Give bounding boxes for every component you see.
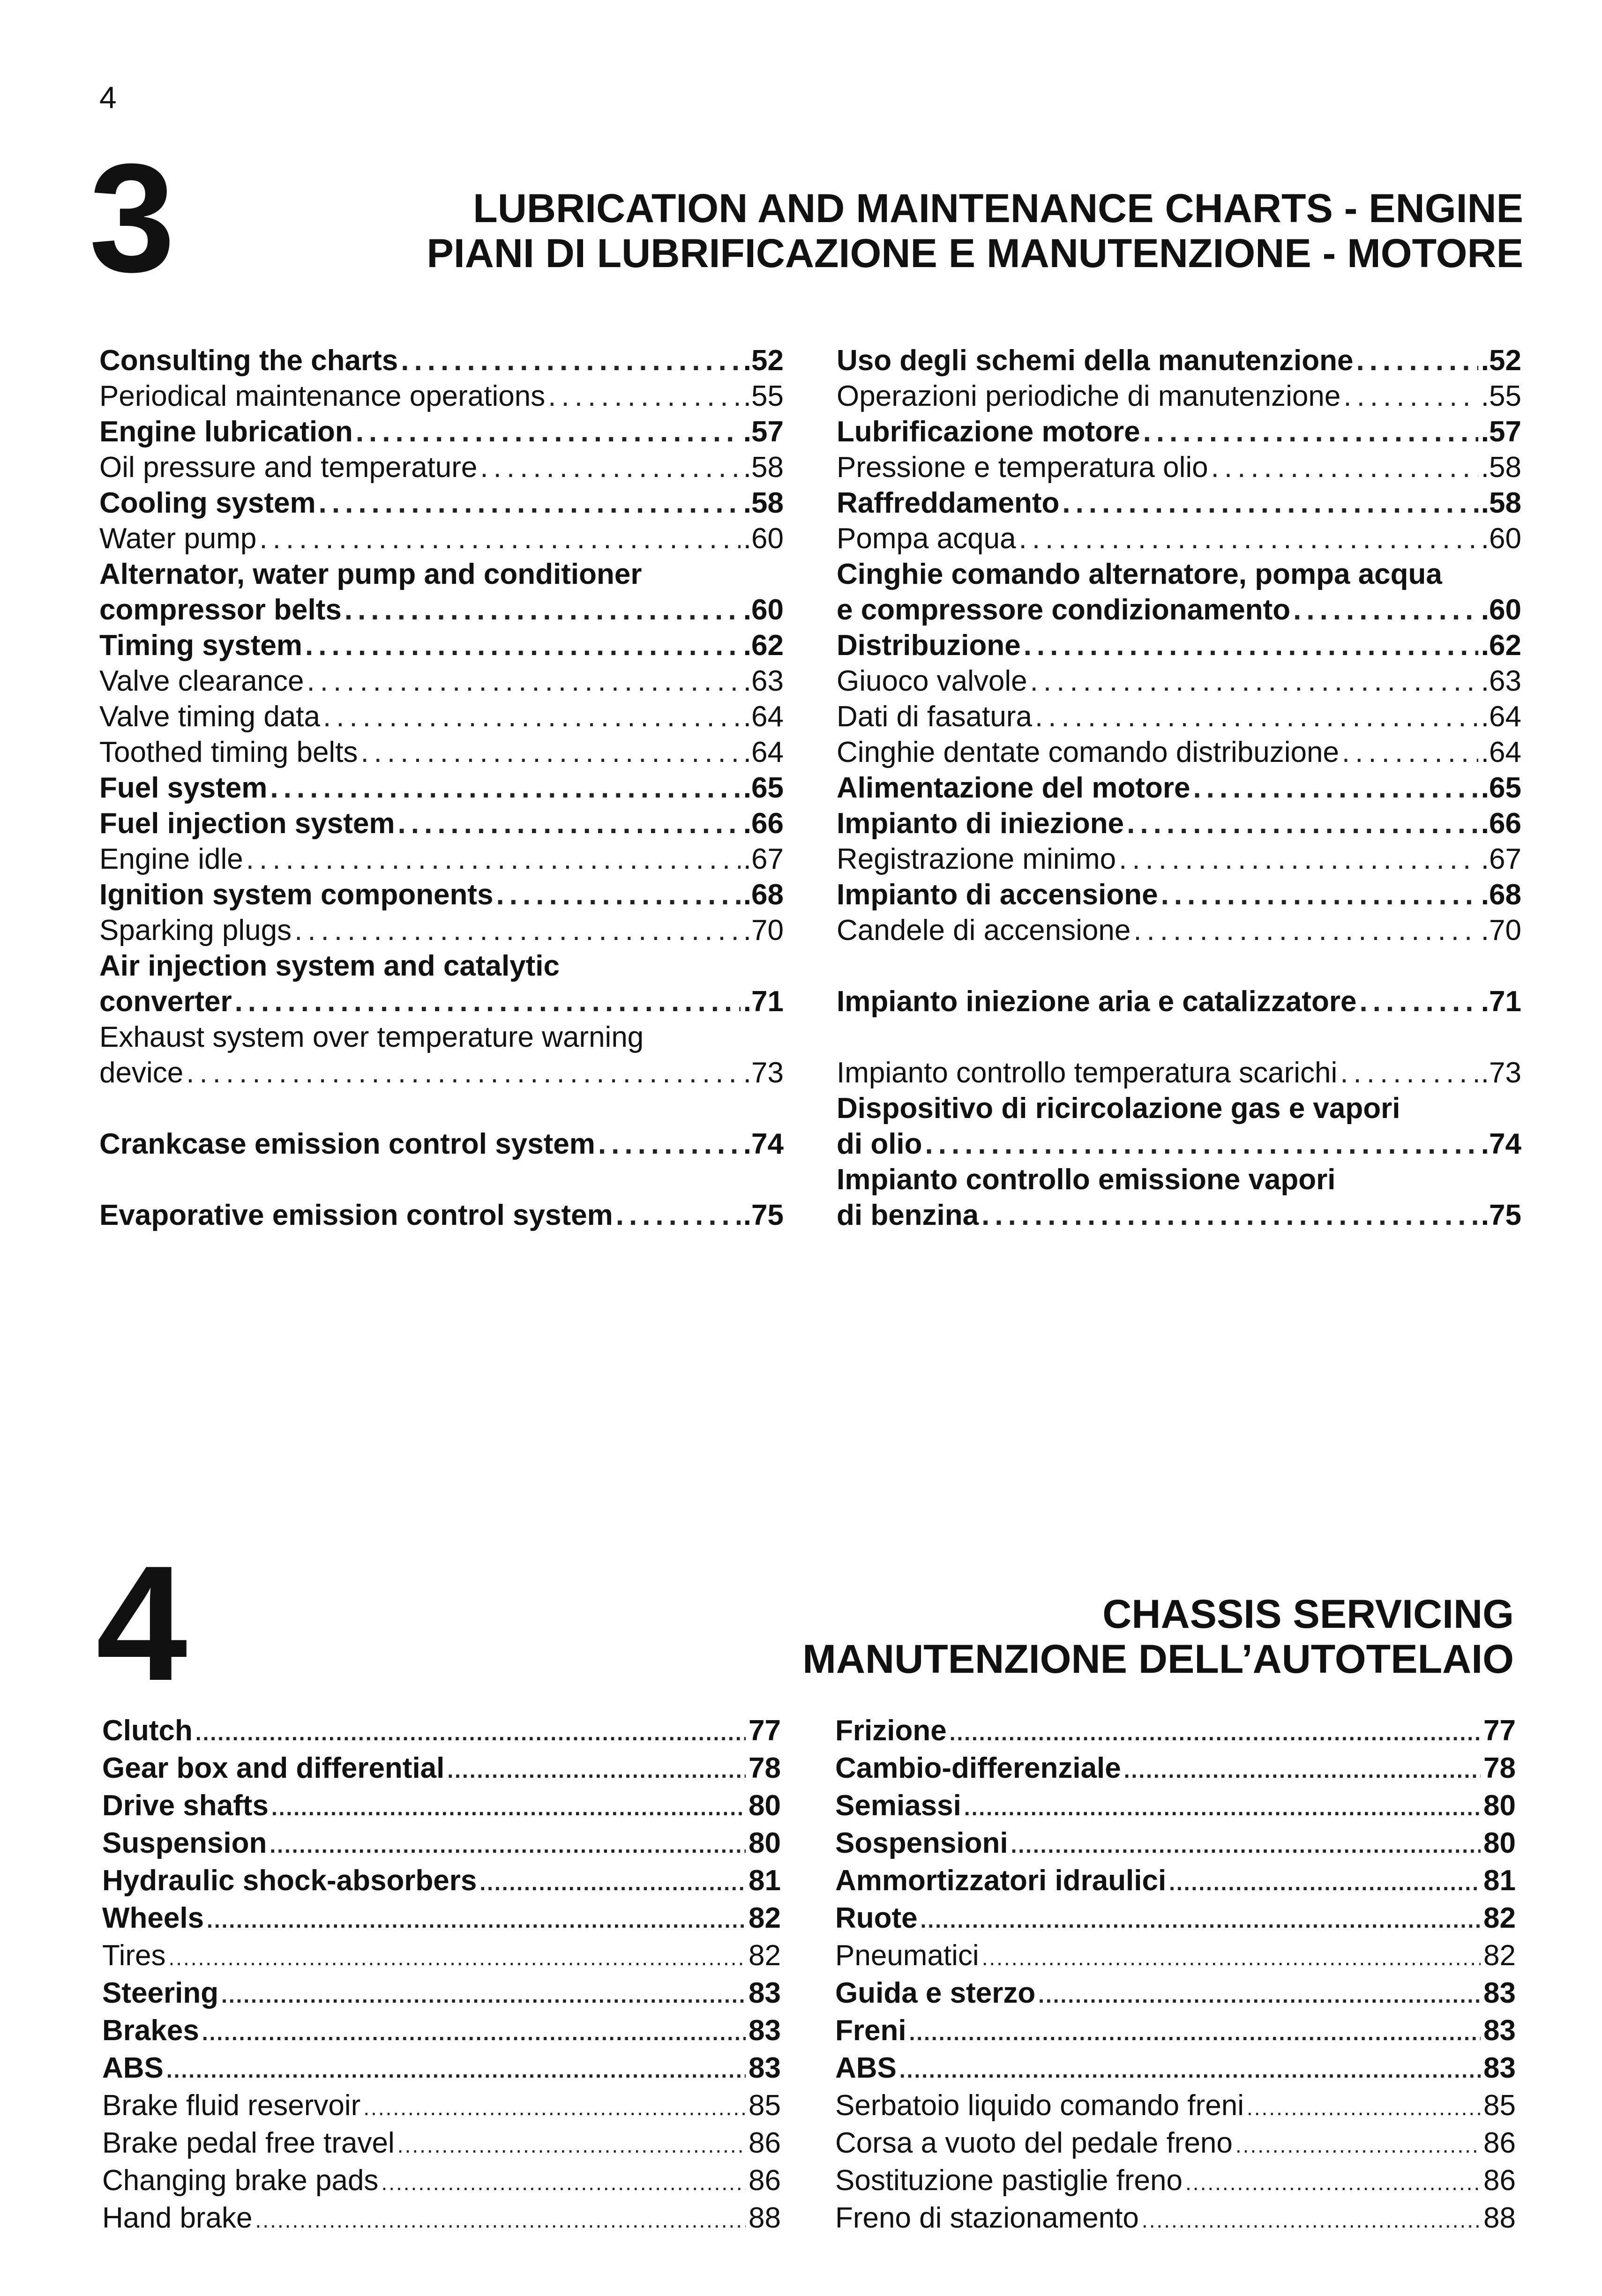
dot-leader xyxy=(344,592,741,628)
toc-entry-label: Registrazione minimo xyxy=(837,843,1116,875)
dot-leader xyxy=(496,877,741,913)
toc-entry[interactable] xyxy=(99,1055,784,1091)
toc-entry-page: 86 xyxy=(1483,2127,1516,2159)
toc-entry-page: .75 xyxy=(743,1199,784,1231)
toc-entry-page: .57 xyxy=(1481,416,1521,448)
dot-leader xyxy=(202,2015,746,2050)
toc-entry-page: .71 xyxy=(1481,985,1521,1018)
dot-leader xyxy=(1247,2090,1481,2125)
toc-entry[interactable] xyxy=(837,913,1521,948)
dot-leader xyxy=(1161,877,1478,913)
section-4-title xyxy=(802,1592,1514,1682)
dot-leader xyxy=(1124,1752,1481,1788)
dot-leader xyxy=(356,414,741,450)
toc-entry-label: Valve timing data xyxy=(99,701,320,733)
toc-entry[interactable] xyxy=(99,450,784,485)
toc-entry[interactable] xyxy=(99,699,784,735)
dot-leader xyxy=(255,2202,746,2238)
toc-entry[interactable] xyxy=(835,1826,1516,1863)
dot-leader xyxy=(305,628,741,663)
toc-entry-label: Hand brake xyxy=(102,2202,253,2234)
toc-entry-page: 83 xyxy=(749,1977,781,2009)
toc-entry-page: 86 xyxy=(1483,2164,1516,2197)
toc-entry-page: .62 xyxy=(1481,629,1521,662)
toc-entry-label: Sparking plugs xyxy=(99,914,292,947)
toc-entry[interactable] xyxy=(99,379,784,414)
toc-entry-page: 83 xyxy=(1483,2014,1516,2047)
toc-entry-page: .64 xyxy=(743,701,784,733)
toc-entry-page: .74 xyxy=(743,1128,784,1160)
toc-entry[interactable] xyxy=(102,2125,781,2163)
toc-entry[interactable] xyxy=(837,414,1521,450)
toc-entry[interactable] xyxy=(835,1863,1516,1901)
toc-entry-page: .58 xyxy=(1481,451,1521,484)
toc-entry[interactable] xyxy=(837,806,1521,842)
dot-leader xyxy=(1185,2165,1481,2200)
dot-leader xyxy=(899,2052,1481,2088)
dot-leader xyxy=(1062,485,1478,521)
toc-entry-label: ABS xyxy=(102,2052,164,2084)
dot-leader xyxy=(1235,2127,1481,2163)
toc-entry-label: ABS xyxy=(835,2052,897,2084)
dot-leader xyxy=(1024,628,1478,663)
dot-leader xyxy=(235,984,741,1020)
dot-leader xyxy=(319,485,741,521)
dot-leader xyxy=(1193,770,1478,806)
toc-entry-page: 85 xyxy=(749,2089,781,2122)
toc-entry[interactable] xyxy=(99,414,784,450)
toc-entry-label: Uso degli schemi della manutenzione xyxy=(837,344,1354,377)
dot-leader xyxy=(186,1055,741,1091)
toc-entry[interactable] xyxy=(835,2013,1516,2050)
toc-entry-label: Clutch xyxy=(102,1715,193,1747)
toc-entry[interactable] xyxy=(837,699,1521,735)
toc-entry-page: .70 xyxy=(743,914,784,947)
toc-entry-page: .52 xyxy=(1481,344,1521,377)
toc-entry-label: Dati di fasatura xyxy=(837,701,1032,733)
toc-entry-page: .57 xyxy=(743,416,784,448)
toc-entry[interactable] xyxy=(99,343,784,379)
toc-entry-page: .68 xyxy=(743,879,784,911)
toc-entry-page: .62 xyxy=(743,629,784,662)
toc-entry-page: 80 xyxy=(1483,1789,1516,1822)
toc-entry-label: Toothed timing belts xyxy=(99,736,358,768)
toc-entry-page: .65 xyxy=(1481,772,1521,804)
dot-leader xyxy=(195,1715,746,1751)
toc-entry-label: Engine idle xyxy=(99,843,243,875)
dot-leader xyxy=(909,2015,1481,2050)
dot-leader xyxy=(1030,663,1478,699)
section-4-title-en: CHASSIS SERVICING xyxy=(1102,1592,1514,1637)
toc-entry[interactable] xyxy=(837,984,1521,1020)
dot-leader xyxy=(271,1790,746,1826)
toc-entry-page: .64 xyxy=(1481,736,1521,768)
toc-entry-page: .60 xyxy=(743,594,784,626)
dot-leader xyxy=(397,2127,746,2163)
toc-entry-page: 80 xyxy=(749,1789,781,1822)
dot-leader xyxy=(616,1198,741,1233)
toc-entry-label: Cooling system xyxy=(99,487,316,519)
toc-entry-label: Water pump xyxy=(99,522,257,555)
toc-entry[interactable] xyxy=(837,663,1521,699)
toc-entry-label: Crankcase emission control system xyxy=(99,1128,595,1160)
toc-entry-label: Freni xyxy=(835,2014,906,2047)
toc-entry-line1: Impianto controllo emissione vapori xyxy=(837,1163,1336,1196)
toc-entry-line1: Exhaust system over temperature warning xyxy=(99,1021,644,1053)
dot-leader xyxy=(221,1977,746,2013)
toc-entry[interactable] xyxy=(837,521,1521,557)
dot-leader xyxy=(950,1715,1481,1751)
toc-entry[interactable] xyxy=(99,770,784,806)
toc-entry-label: e compressore condizionamento xyxy=(837,594,1291,626)
dot-leader xyxy=(269,1827,746,1863)
toc-entry-page: .71 xyxy=(743,985,784,1018)
toc-entry-label: Pompa acqua xyxy=(837,522,1016,555)
toc-entry[interactable] xyxy=(102,2200,781,2238)
toc-entry[interactable] xyxy=(835,1788,1516,1826)
toc-entry[interactable] xyxy=(102,2163,781,2200)
dot-leader xyxy=(398,806,741,842)
toc-entry-label: Cinghie dentate comando distribuzione xyxy=(837,736,1339,768)
toc-entry[interactable] xyxy=(99,913,784,948)
toc-entry[interactable] xyxy=(837,592,1521,628)
section-3-toc-it xyxy=(837,343,1521,1233)
toc-entry-page: .73 xyxy=(743,1057,784,1089)
toc-entry-label: Ruote xyxy=(835,1902,918,1934)
toc-entry-page: 81 xyxy=(1483,1864,1516,1897)
toc-entry[interactable] xyxy=(99,984,784,1020)
toc-entry-page: .67 xyxy=(1481,843,1521,875)
toc-entry[interactable] xyxy=(99,1126,784,1162)
toc-entry-label: Lubrificazione motore xyxy=(837,416,1140,448)
dot-leader xyxy=(1293,592,1478,628)
dot-leader xyxy=(360,735,740,770)
toc-entry[interactable] xyxy=(835,1901,1516,1938)
toc-entry-label: Pressione e temperatura olio xyxy=(837,451,1208,484)
toc-entry[interactable] xyxy=(102,1975,781,2013)
toc-entry-page: 77 xyxy=(749,1715,781,1747)
toc-entry-label: Serbatoio liquido comando freni xyxy=(835,2089,1244,2122)
toc-entry-page: 78 xyxy=(1483,1752,1516,1784)
toc-entry-label: Drive shafts xyxy=(102,1789,269,1822)
toc-entry-label: Ignition system components xyxy=(99,879,494,911)
toc-entry-label: Oil pressure and temperature xyxy=(99,451,478,484)
section-4-number: 4 xyxy=(96,1532,187,1715)
toc-entry-page: .58 xyxy=(1481,487,1521,519)
toc-entry[interactable] xyxy=(99,1198,784,1233)
toc-entry-label: Gear box and differential xyxy=(102,1752,445,1784)
toc-entry[interactable] xyxy=(835,1713,1516,1751)
toc-entry[interactable] xyxy=(837,1126,1521,1162)
toc-entry-page: .66 xyxy=(1481,807,1521,840)
toc-entry-page: 83 xyxy=(749,2052,781,2084)
dot-leader xyxy=(259,521,740,557)
page-number: 4 xyxy=(99,80,117,115)
dot-leader xyxy=(270,770,740,806)
toc-entry-label: Ammortizzatori idraulici xyxy=(835,1864,1167,1897)
dot-leader xyxy=(1011,1827,1481,1863)
toc-entry[interactable] xyxy=(102,1826,781,1863)
toc-entry-page: 83 xyxy=(749,2014,781,2047)
toc-entry-label: Distribuzione xyxy=(837,629,1021,662)
toc-entry-page: .60 xyxy=(743,522,784,555)
toc-entry-label: Freno di stazionamento xyxy=(835,2202,1139,2234)
dot-leader xyxy=(207,1902,746,1938)
toc-entry-page: 83 xyxy=(1483,1977,1516,2009)
dot-leader xyxy=(598,1126,741,1162)
toc-entry[interactable] xyxy=(837,1055,1521,1091)
dot-leader xyxy=(1343,379,1478,414)
toc-entry-label: Suspension xyxy=(102,1827,267,1859)
toc-entry-label: Corsa a vuoto del pedale freno xyxy=(835,2127,1233,2159)
toc-entry-page: .52 xyxy=(743,344,784,377)
toc-entry[interactable] xyxy=(102,1863,781,1901)
toc-entry-line1: Cinghie comando alternatore, pompa acqua xyxy=(837,558,1442,590)
toc-entry[interactable] xyxy=(837,450,1521,485)
toc-entry[interactable] xyxy=(835,1938,1516,1975)
dot-leader xyxy=(363,2090,746,2125)
toc-entry[interactable] xyxy=(835,2050,1516,2088)
toc-entry-label: converter xyxy=(99,985,232,1018)
dot-leader xyxy=(294,913,741,948)
dot-leader xyxy=(982,1940,1481,1975)
toc-entry[interactable] xyxy=(102,1788,781,1826)
toc-entry[interactable] xyxy=(99,735,784,770)
toc-entry-page: .64 xyxy=(743,736,784,768)
toc-entry-page: .67 xyxy=(743,843,784,875)
toc-entry-label: Periodical maintenance operations xyxy=(99,380,546,412)
toc-entry-page: 80 xyxy=(1483,1827,1516,1859)
toc-entry-label: Fuel system xyxy=(99,772,268,804)
toc-entry-page: .58 xyxy=(743,451,784,484)
toc-entry-label: Raffreddamento xyxy=(837,487,1060,519)
dot-leader xyxy=(1340,1055,1478,1091)
toc-entry[interactable] xyxy=(837,877,1521,913)
toc-entry[interactable] xyxy=(102,2088,781,2125)
toc-entry-page: .63 xyxy=(743,665,784,697)
toc-entry-page: .60 xyxy=(1481,522,1521,555)
toc-entry-page: .64 xyxy=(1481,701,1521,733)
toc-entry-page: 85 xyxy=(1483,2089,1516,2122)
dot-leader xyxy=(1211,450,1478,485)
dot-leader xyxy=(1169,1865,1481,1901)
toc-entry-line1: Dispositivo di ricircolazione gas e vapori xyxy=(837,1092,1400,1125)
toc-entry-page: .60 xyxy=(1481,594,1521,626)
toc-entry-page: 80 xyxy=(749,1827,781,1859)
dot-leader xyxy=(307,663,741,699)
toc-entry-page: .75 xyxy=(1481,1199,1521,1231)
section-3-title-en: LUBRICATION AND MAINTENANCE CHARTS - ENGINE xyxy=(473,186,1523,231)
toc-entry-label: compressor belts xyxy=(99,594,342,626)
toc-entry-label: Candele di accensione xyxy=(837,914,1131,947)
dot-leader xyxy=(1019,521,1478,557)
toc-entry-label: Brakes xyxy=(102,2014,199,2047)
toc-entry-page: 88 xyxy=(1483,2202,1516,2234)
toc-entry-label: device xyxy=(99,1057,184,1089)
toc-entry[interactable] xyxy=(99,663,784,699)
toc-entry-label: di olio xyxy=(837,1128,922,1160)
toc-entry-page: .58 xyxy=(743,487,784,519)
toc-entry-label: Operazioni periodiche di manutenzione xyxy=(837,380,1341,412)
toc-entry-label: Impianto di accensione xyxy=(837,879,1158,911)
toc-entry-label: Frizione xyxy=(835,1715,947,1747)
toc-entry-line1: Air injection system and catalytic xyxy=(99,950,560,982)
toc-entry[interactable] xyxy=(835,1975,1516,2013)
toc-entry[interactable] xyxy=(837,770,1521,806)
section-4-toc-it xyxy=(835,1713,1516,2238)
dot-leader xyxy=(447,1752,746,1788)
dot-leader xyxy=(921,1902,1481,1938)
dot-leader xyxy=(166,2052,746,2088)
toc-entry[interactable] xyxy=(837,628,1521,663)
section-3-number: 3 xyxy=(89,131,175,304)
toc-entry-label: Brake pedal free travel xyxy=(102,2127,395,2159)
toc-entry-page: 78 xyxy=(749,1752,781,1784)
toc-entry[interactable] xyxy=(102,2050,781,2088)
dot-leader xyxy=(1038,1977,1481,2013)
toc-entry[interactable] xyxy=(835,2200,1516,2238)
dot-leader xyxy=(381,2165,746,2200)
dot-leader xyxy=(246,842,741,877)
toc-entry-label: Giuoco valvole xyxy=(837,665,1027,697)
toc-entry[interactable] xyxy=(102,1901,781,1938)
toc-entry[interactable] xyxy=(102,1938,781,1975)
dot-leader xyxy=(1359,984,1478,1020)
toc-entry-page: .70 xyxy=(1481,914,1521,947)
toc-entry-label: Timing system xyxy=(99,629,303,662)
section-3-title xyxy=(427,186,1523,276)
toc-entry-label: Fuel injection system xyxy=(99,807,395,840)
section-4-toc-en xyxy=(102,1713,781,2238)
toc-entry-label: Impianto controllo temperatura scarichi xyxy=(837,1057,1338,1089)
dot-leader xyxy=(480,450,740,485)
dot-leader xyxy=(479,1865,746,1901)
dot-leader xyxy=(1127,806,1478,842)
toc-entry-label: Guida e sterzo xyxy=(835,1977,1036,2009)
toc-entry-page: .66 xyxy=(743,807,784,840)
toc-entry-page: .65 xyxy=(743,772,784,804)
toc-entry-page: 86 xyxy=(749,2127,781,2159)
toc-entry-label: Valve clearance xyxy=(99,665,304,697)
toc-entry-page: .74 xyxy=(1481,1128,1521,1160)
toc-entry[interactable] xyxy=(102,2013,781,2050)
toc-entry[interactable] xyxy=(99,806,784,842)
toc-entry[interactable] xyxy=(835,2163,1516,2200)
toc-entry-page: 83 xyxy=(1483,2052,1516,2084)
toc-entry-page: .63 xyxy=(1481,665,1521,697)
section-3-title-it: PIANI DI LUBRIFICAZIONE E MANUTENZIONE - MOTORE xyxy=(427,231,1523,276)
toc-entry[interactable] xyxy=(102,1713,781,1751)
dot-leader xyxy=(925,1126,1478,1162)
toc-entry[interactable] xyxy=(99,521,784,557)
toc-entry-label: Hydraulic shock-absorbers xyxy=(102,1864,477,1897)
dot-leader xyxy=(323,699,741,735)
dot-leader xyxy=(1142,2202,1481,2238)
section-3-toc-en xyxy=(99,343,784,1233)
toc-entry-page: 82 xyxy=(1483,1902,1516,1934)
toc-entry[interactable] xyxy=(837,842,1521,877)
toc-entry-label: Sostituzione pastiglie freno xyxy=(835,2164,1183,2197)
dot-leader xyxy=(1133,913,1478,948)
toc-entry-label: Alimentazione del motore xyxy=(837,772,1190,804)
dot-leader xyxy=(1119,842,1478,877)
toc-entry[interactable] xyxy=(99,877,784,913)
toc-entry-page: .68 xyxy=(1481,879,1521,911)
toc-entry-label: Sospensioni xyxy=(835,1827,1008,1859)
toc-entry-page: 86 xyxy=(749,2164,781,2197)
dot-leader xyxy=(964,1790,1481,1826)
toc-entry-page: .55 xyxy=(743,380,784,412)
toc-entry-label: Brake fluid reservoir xyxy=(102,2089,361,2122)
dot-leader xyxy=(1356,343,1478,379)
toc-entry-label: Wheels xyxy=(102,1902,204,1934)
toc-entry-label: Evaporative emission control system xyxy=(99,1199,613,1231)
toc-entry[interactable] xyxy=(837,1198,1521,1233)
toc-entry[interactable] xyxy=(837,343,1521,379)
toc-entry[interactable] xyxy=(99,628,784,663)
toc-entry[interactable] xyxy=(835,2125,1516,2163)
toc-entry[interactable] xyxy=(837,735,1521,770)
toc-entry-label: Cambio-differenziale xyxy=(835,1752,1121,1784)
dot-leader xyxy=(1342,735,1478,770)
toc-entry[interactable] xyxy=(837,485,1521,521)
toc-entry-page: .73 xyxy=(1481,1057,1521,1089)
dot-leader xyxy=(168,1940,746,1975)
section-4-title-it: MANUTENZIONE DELL’AUTOTELAIO xyxy=(802,1637,1514,1682)
dot-leader xyxy=(548,379,741,414)
toc-entry-label: Consulting the charts xyxy=(99,344,398,377)
toc-entry[interactable] xyxy=(99,485,784,521)
toc-entry[interactable] xyxy=(102,1751,781,1788)
dot-leader xyxy=(1035,699,1478,735)
toc-entry-label: Changing brake pads xyxy=(102,2164,379,2197)
toc-entry-label: Steering xyxy=(102,1977,219,2009)
toc-entry-page: 82 xyxy=(1483,1939,1516,1972)
toc-entry-label: Pneumatici xyxy=(835,1939,979,1972)
toc-entry-page: .55 xyxy=(1481,380,1521,412)
toc-entry-label: Tires xyxy=(102,1939,166,1972)
toc-entry-page: 88 xyxy=(749,2202,781,2234)
toc-entry[interactable] xyxy=(835,2088,1516,2125)
toc-entry-page: 82 xyxy=(749,1939,781,1972)
toc-entry-label: Impianto iniezione aria e catalizzatore xyxy=(837,985,1357,1018)
toc-entry-label: Impianto di iniezione xyxy=(837,807,1124,840)
toc-entry[interactable] xyxy=(99,842,784,877)
toc-entry-line1: Alternator, water pump and conditioner xyxy=(99,558,642,590)
toc-entry-page: 81 xyxy=(749,1864,781,1897)
toc-entry-page: 82 xyxy=(749,1902,781,1934)
toc-entry[interactable] xyxy=(835,1751,1516,1788)
dot-leader xyxy=(401,343,741,379)
toc-entry[interactable] xyxy=(837,379,1521,414)
toc-entry[interactable] xyxy=(99,592,784,628)
dot-leader xyxy=(1143,414,1478,450)
toc-entry-page: 77 xyxy=(1483,1715,1516,1747)
dot-leader xyxy=(981,1198,1478,1233)
toc-entry-label: Semiassi xyxy=(835,1789,961,1822)
toc-entry-label: Engine lubrication xyxy=(99,416,353,448)
toc-entry-label: di benzina xyxy=(837,1199,979,1231)
